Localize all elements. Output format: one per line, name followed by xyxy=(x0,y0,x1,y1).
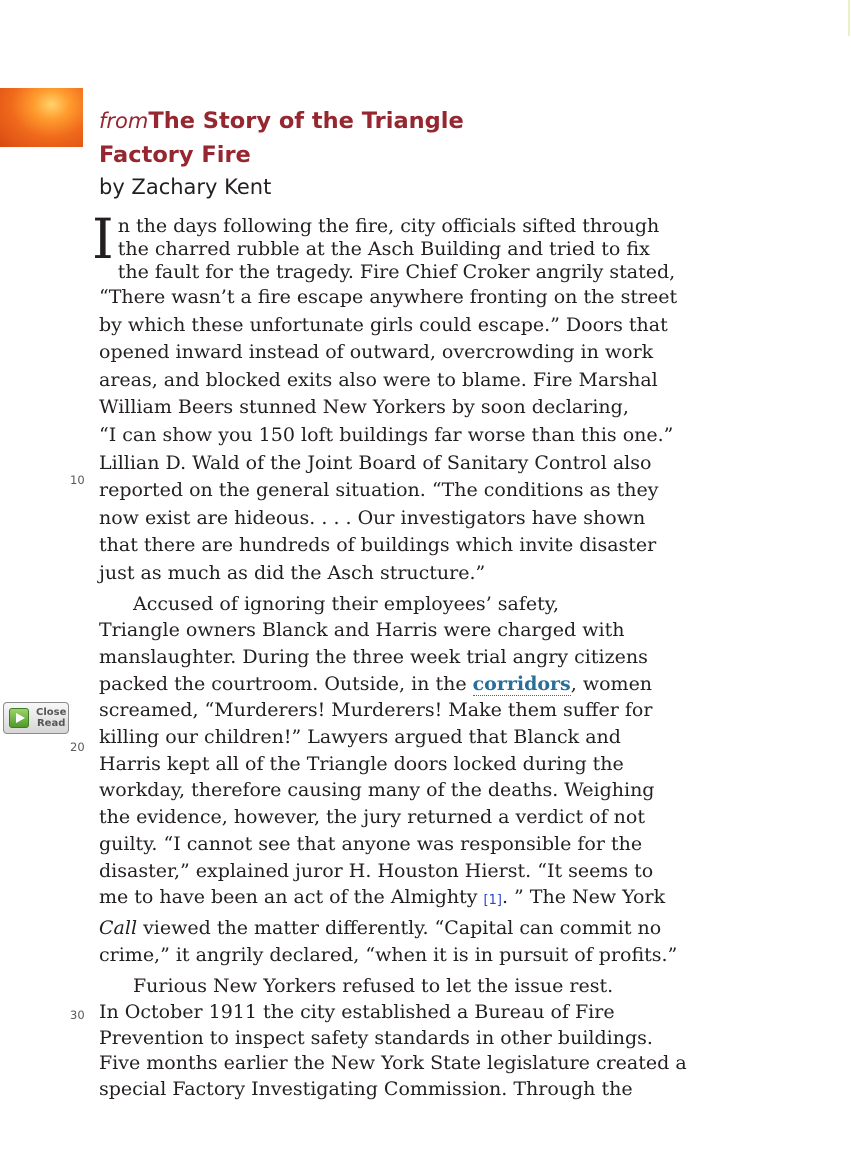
text-line: “I can show you 150 loft buildings far worse than this one.” xyxy=(99,423,674,446)
text-line: Call viewed the matter differently. “Capital can commit no xyxy=(99,916,662,939)
close-read-label: Close Read xyxy=(36,707,67,729)
story-text xyxy=(92,207,687,1105)
text-line: n the days following the fire, city officials sifted through xyxy=(117,215,660,237)
text-line: me to have been an act of the Almighty [1]. ” The New York xyxy=(99,886,666,909)
line-number-20: 20 xyxy=(70,740,85,754)
text-line: the charred rubble at the Asch Building and tried to fix xyxy=(117,238,650,260)
text-line: that there are hundreds of buildings which invite disaster xyxy=(99,534,657,557)
text-line: the fault for the tragedy. Fire Chief Croker angrily stated, xyxy=(117,261,676,283)
text-line: killing our children!” Lawyers argued that Blanck and xyxy=(99,726,621,749)
drop-cap: I xyxy=(92,207,114,271)
text-line: Accused of ignoring their employees’ safety, xyxy=(133,592,560,615)
vocab-word-corridors[interactable]: corridors xyxy=(472,672,571,695)
page-edge-accent xyxy=(848,0,850,36)
text-line: by which these unfortunate girls could escape.” Doors that xyxy=(99,313,668,336)
text-line: Prevention to inspect safety standards in other buildings. xyxy=(99,1026,653,1049)
paragraph-3 xyxy=(99,974,687,1102)
text-line: special Factory Investigating Commission. Through the xyxy=(99,1077,633,1100)
paragraph-1 xyxy=(92,207,678,588)
text-line: crime,” it angrily declared, “when it is in pursuit of profits.” xyxy=(99,943,678,966)
text-line: Five months earlier the New York State legislature created a xyxy=(99,1052,687,1075)
close-read-button[interactable] xyxy=(3,702,69,734)
text-line: Lillian D. Wald of the Joint Board of Sanitary Control also xyxy=(99,451,652,474)
text-line: Harris kept all of the Triangle doors locked during the xyxy=(99,752,624,775)
text-line: just as much as did the Asch structure.” xyxy=(99,561,486,584)
text-line: In October 1911 the city established a Bureau of Fire xyxy=(99,1000,615,1023)
footnote-link-1[interactable]: [1] xyxy=(483,893,502,909)
text-line: packed the courtroom. Outside, in the corridors, women xyxy=(99,672,653,695)
text-line: the evidence, however, the jury returned a verdict of not xyxy=(99,806,645,829)
text-line: guilty. “I cannot see that anyone was responsible for the xyxy=(99,832,643,855)
text-line: workday, therefore causing many of the deaths. Weighing xyxy=(99,779,655,802)
text-line: Furious New Yorkers refused to let the issue rest. xyxy=(133,975,614,998)
text-line: areas, and blocked exits also were to blame. Fire Marshal xyxy=(99,368,658,391)
title-line-1: The Story of the Triangle xyxy=(148,108,464,134)
text-line: manslaughter. During the three week trial angry citizens xyxy=(99,645,648,668)
text-line: screamed, “Murderers! Murderers! Make them suffer for xyxy=(99,699,653,722)
text-line: reported on the general situation. “The conditions as they xyxy=(99,479,659,502)
title-prefix: from xyxy=(99,109,149,133)
text-line: disaster,” explained juror H. Houston Hierst. “It seems to xyxy=(99,859,654,882)
title-block xyxy=(99,104,619,202)
text-line: now exist are hideous. . . . Our investigators have shown xyxy=(99,506,646,529)
line-number-30: 30 xyxy=(70,1008,85,1022)
byline: by Zachary Kent xyxy=(99,175,272,199)
fire-image-tab xyxy=(0,88,83,147)
line-number-10: 10 xyxy=(70,473,85,487)
text-line: William Beers stunned New Yorkers by soon declaring, xyxy=(99,396,629,419)
page-title xyxy=(99,104,619,138)
play-icon xyxy=(9,708,29,728)
paragraph-2 xyxy=(99,591,678,969)
title-line-2: Factory Fire xyxy=(99,142,251,168)
text-line: Triangle owners Blanck and Harris were charged with xyxy=(99,619,625,642)
text-line: “There wasn’t a fire escape anywhere fronting on the street xyxy=(99,286,678,308)
text-line: opened inward instead of outward, overcrowding in work xyxy=(99,341,654,364)
